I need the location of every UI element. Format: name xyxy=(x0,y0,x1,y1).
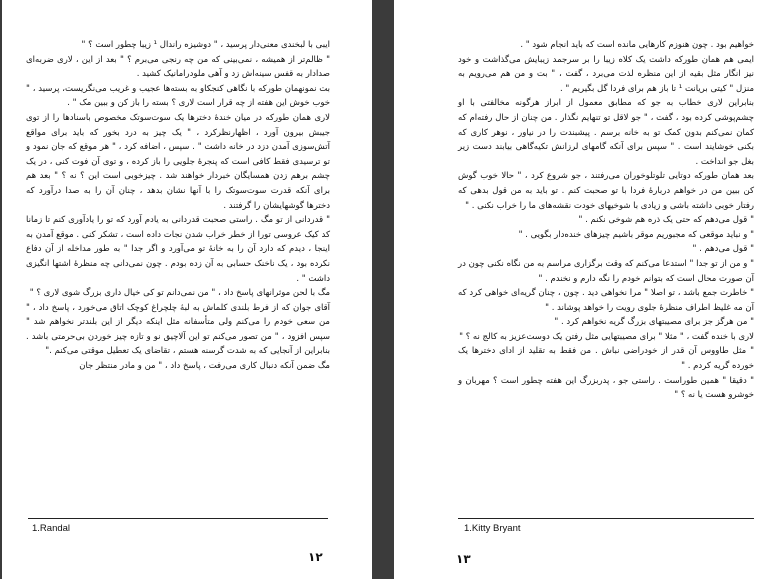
paragraph: " من هرگز جز برای مصیبتهای بزرگ گریه نخواهم کرد . " xyxy=(554,317,754,328)
paragraph: " دقیقا " همین طوراست . راستی جو ، پدربزرگ این هفته چطور است ؟ مهربان و خوشرو هست یا نه ؟ " xyxy=(458,375,754,401)
paragraph: بعد همان طورکه دوتایی تلوتلوخوران می‌رفتند ، جو شروع کرد ، " حالا خوب گوش کن ببین من در خواهم درباره‌ٔ فردا با تو صحبت کنم . تو باید به من قول بدهی که رفتار خوبی داشته باشی و زیادی با شوخیهای خودت نقشه‌های ما را خراب نکنی . " xyxy=(458,171,754,211)
left-body-text xyxy=(26,38,330,374)
paragraph: " ظالم‌تر از همیشه ، نمی‌بینی که من چه رنجی می‌برم ؟ " بعد از این ، لاری ضربه‌ای صدادار به قفس سینه‌اش زد و آهی ملودرامانیک کشید . xyxy=(26,54,330,80)
page-gutter xyxy=(372,0,394,579)
paragraph: " مثل طاووس آن قدر از خودراضی نباش . من فقط به تقلید از ادای دخترها یک خورده گریه کردم . " xyxy=(458,346,754,372)
paragraph: " خاطرت جمع باشد ، تو اصلا " مرا نخواهی دید . چون ، چنان گریه‌ای خواهی کرد که آن مه غلیظ اطراف منظره‌ٔ جلوی رویت را خواهد پوشاند . " xyxy=(458,288,754,313)
paragraph: " قول می‌دهم که حتی یک ذره هم شوخی نکنم . " xyxy=(578,215,754,226)
footnote: 1.Kitty Bryant xyxy=(464,523,521,534)
paragraph: بنابراین لاری خطاب به جو که مطابق معمول از ابراز هرگونه مخالفتی با او چشم‌پوشی کرده بود ، گفت ، " جو لاقل تو تنهایم نگذار . من چنان از حال رفته‌ام که کمان نمی‌کنم بدون کمک تو به خانه برسم . پیشبندت را در نیاور ، نوهر کاری که بکنی خوشایند است . " سپس برای آنکه گامهای لرزانش تکیه‌گاهی بیابند دست زیر بغل جو انداخت . xyxy=(458,98,754,167)
paragraph: " و من از تو جدا " استدعا می‌کنم که وقت برگزاری مراسم به من نگاه نکنی چون در آن صورت محال است که بتوانم خودم را نگه دارم و نخندم . " xyxy=(458,258,754,284)
paragraph: لاری با خنده گفت ، " مثلا " برای مصیبتهایی مثل رفتن یک دوست‌عزیز به کالج نه ؟ " xyxy=(459,331,754,342)
paragraph: مگ ضمن آنکه دنبال کاری می‌رفت ، پاسخ داد ، " من و مادر منتظر جان xyxy=(79,361,330,372)
left-page xyxy=(2,0,372,579)
paragraph: " قول می‌دهم . " xyxy=(692,244,754,255)
paragraph: بت نمونهمان طورکه با نگاهی کنجکاو به بسته‌ها عجیب و غریب می‌نگریست، پرسید ، " خوب خوش این هفته از چه قرار است لاری ؟ بسته را باز کن و ببین مک " . xyxy=(26,83,330,109)
page-number: ۱۳ xyxy=(456,552,471,566)
paragraph: مگ با لحن موثرانهای پاسخ داد ، " من نمی‌دانم تو کی خیال داری بزرگ شوی لاری ؟ " xyxy=(29,288,330,299)
footnote: 1.Randal xyxy=(32,523,71,534)
paragraph: آقای جوان که از فرط بلندی کلماش به لبهٔ چلچراغ کوچک اتاق می‌خورد ، پاسخ داد ، " من سعی خودم را می‌کنم ولی متأسفانه مثل اینکه دیگر از این بلندتر نخواهم شد " سپس افزود ، " من تصور می‌کنم تو این آلاچیق نو و تازه چیز خوردن بی‌حرمتی باشد . بنابراین از آنجایی که به شدت گرسنه هستم ، تقاضای یک تعطیل موقتی می‌کنم ." xyxy=(26,302,330,357)
paragraph: ایمی هم همان طورکه داشت یک کلاه زیبا را بر سرجمد زیبایش می‌گذاشت و خود نیز انگار مثل بقیه از این منظره لذت می‌برد ، گفت ، " بت و من هم می‌رویم به منزل " کیتی بریانت ¹ تا باز هم برای فردا گل بگیریم " . xyxy=(458,54,754,94)
right-page xyxy=(394,0,768,579)
footnote-divider xyxy=(28,518,328,519)
paragraph: " قدردانی از تو مگ . راستی صحبت قدردانی به یادم آورد که تو را یادآوری کنم تا زمانا کد کیک عروسی تورا از خطر خراب شدن نجات داده است ، تشکر کنی . موقع آمدن به اینجا ، دیدم که دارد آن را به خانه‌ٔ تو می‌آورد و اگر جدا " به طور مداخله از آن دفاع نکرده بود ، یک ناخنک حسابی به آن زده بودم . چون نمی‌دانی چه منظره‌ٔ اشتها انگیزی داشت " . xyxy=(26,215,330,284)
paragraph: لاری همان طورکه در میان خنده‌ٔ دخترها یک سوت‌سوتک مخصوص باسنادها را از توی جیبش بیرون آورد ، اظهارنظرکرد ، " یک چیز به درد بخور که باید برای مواقع آتش‌سوزی آمدن دزد در خانه داشت " . سپس ، اضافه کرد ، " هر موقع که جان نمود و تو ترسیدی فقط کافی است که پنجره‌ٔ جلویی را باز کرده ، و توی آن فوت کنی ، در یک چشم برهم زدن همسایگان خبردار خواهند شد . چیزخوبی است این ؟ نه ؟ " بعد هم برای آنکه قدرت سوت‌سوتک را با آنها نشان بدهد ، چنان آن را به صدا درآورد که دخترها گوشهایشان را گرفتند . xyxy=(26,112,330,211)
right-body-text xyxy=(458,38,754,403)
paragraph: خواهیم بود . چون هنوزم کارهایی مانده است که باید انجام شود " . xyxy=(520,40,754,50)
footnote-divider xyxy=(458,518,754,519)
page-number: ۱۲ xyxy=(308,550,323,564)
paragraph: ایبی با لبخندی معنی‌دار پرسید ، " دوشیزه راندال ¹ زیبا چطور است ؟ " xyxy=(81,40,330,50)
paragraph: " و نباید موقعی که مجبوریم موقر باشیم چیزهای خنده‌دار بگویی . " xyxy=(518,229,754,240)
